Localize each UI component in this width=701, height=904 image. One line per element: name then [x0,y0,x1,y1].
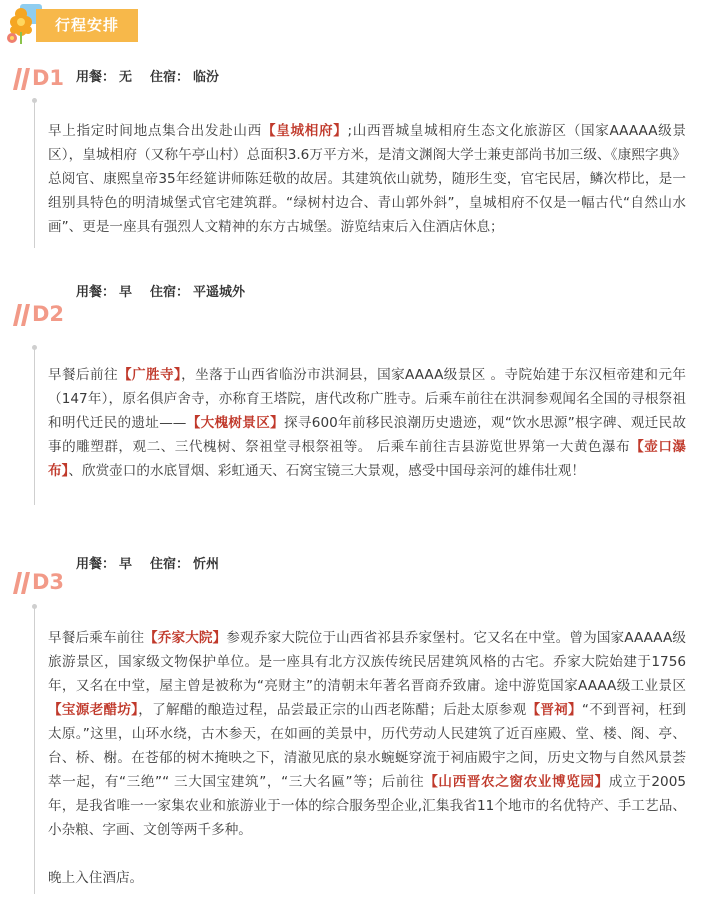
slash-icon [12,66,32,92]
highlight-place: 【山西晋农之窗农业博览园】 [424,774,609,790]
text-segment: 成立于2005年，是我省唯一一家集农业和旅游业于一体的综合服务型企业,汇集我省11个地市的名优特产、手工艺品、小杂粮、字画、文创等两千多种。 [48,774,686,838]
timeline-dot [32,345,37,350]
text-segment: ，了解醋的酿造过程，品尝最正宗的山西老陈醋；后赴太原参观 [138,702,527,718]
stay-key: 住宿： [150,557,190,572]
day-header-d3 [0,557,701,598]
day-description [48,626,686,842]
stay-value: 忻州 [193,557,220,572]
timeline-line [34,98,35,248]
highlight-place: 【大槐树景区】 [186,415,284,431]
highlight-place: 【壶口瀑布】 [48,439,686,479]
meals-key: 用餐： [76,557,116,572]
highlight-place: 【皇城相府】 [261,123,348,139]
meals-value: 早 [119,285,133,300]
day-meta [76,282,245,304]
text-segment: 早餐后前往 [48,367,118,383]
highlight-place: 【广胜寺】 [117,367,182,383]
day-label: D1 [32,66,65,90]
meals-value: 无 [119,70,133,85]
day-meta [76,554,219,576]
day-label: D2 [32,302,65,326]
highlight-place: 【宝源老醋坊】 [48,702,139,718]
stay-key: 住宿： [150,285,190,300]
meals-key: 用餐： [76,285,116,300]
day-description [48,363,686,483]
text-segment: 探寻600年前移民浪潮历史遗迹，观“饮水思源”根字碑、观迁民故事的雕塑群，观二、三代槐树、祭祖堂寻根祭祖等。 后乘车前往吉县游览世界第一大黄色瀑布 [48,415,687,455]
highlight-place: 【晋祠】 [526,702,582,718]
text-segment: 、欣赏壶口的水底冒烟、彩虹通天、石窝宝镜三大景观，感受中国母亲河的雄伟壮观！ [68,463,585,479]
text-segment: 晚上入住酒店。 [48,870,144,886]
text-segment: “不到晋祠，枉到太原。”这里，山环水绕，古木参天，在如画的美景中，历代劳动人民建筑了近百座殿、堂、楼、阁、亭、台、桥、榭。在苍郁的树木掩映之下，清澈见底的泉水蜿蜒穿流于祠庙殿宇之间，历史文物与自然风景荟萃一起，有“三绝”“ 三大国宝建筑”，“三大名匾”等；后前往 [48,702,687,790]
slash-icon [12,302,32,328]
meals-key: 用餐： [76,70,116,85]
stay-value: 平遥城外 [193,285,246,300]
day-description-end [48,866,686,890]
text-segment: 早餐后乘车前往 [48,630,145,646]
day-label: D3 [32,570,65,594]
timeline-dot [32,98,37,103]
highlight-place: 【乔家大院】 [144,630,227,646]
timeline-dot [32,604,37,609]
meals-value: 早 [119,557,133,572]
day-header-d1 [0,64,701,94]
section-title: 行程安排 [36,9,138,42]
slash-icon [12,570,32,596]
timeline-line [34,604,35,894]
text-segment: 早上指定时间地点集合出发赴山西 [48,123,262,139]
day-description [48,119,686,239]
stay-value: 临汾 [193,70,220,85]
text-segment: ;山西晋城皇城相府生态文化旅游区（国家AAAAA级景区），皇城相府（又称午亭山村）总面积3.6万平方米，是清文渊阁大学士兼吏部尚书加三级、《康熙字典》总阅官、康熙皇帝35年经筵讲师陈廷敬的故居。其建筑依山就势，随形生变，官宅民居，鳞次栉比，是一组别具特色的明清城堡式官宅建筑群。“绿树村边合、青山郭外斜”，皇城相府不仅是一幅古代“自然山水画”、更是一座具有强烈人文精神的东方古城堡。游览结束后入住酒店休息； [48,123,687,235]
text-segment: 参观乔家大院位于山西省祁县乔家堡村。它又名在中堂。曾为国家AAAAA级旅游景区，国家级文物保护单位。是一座具有北方汉族传统民居建筑风格的古宅。乔家大院始建于1756年，又名在中堂，屋主曾是被称为“亮财主”的清朝末年著名晋商乔致庸。途中游览国家AAAA级工业景区 [48,630,686,694]
timeline-line [34,345,35,505]
day-header-d2 [0,285,701,330]
stay-key: 住宿： [150,70,190,85]
text-segment: ，坐落于山西省临汾市洪洞县，国家AAAA级景区 。寺院始建于东汉桓帝建和元年（147年），原名俱庐舍寺，亦称育王塔院，唐代改称广胜寺。后乘车前往在洪洞参观闻名全国的寻根祭祖和明代迁民的遗址—— [48,367,687,431]
day-meta [76,67,219,89]
